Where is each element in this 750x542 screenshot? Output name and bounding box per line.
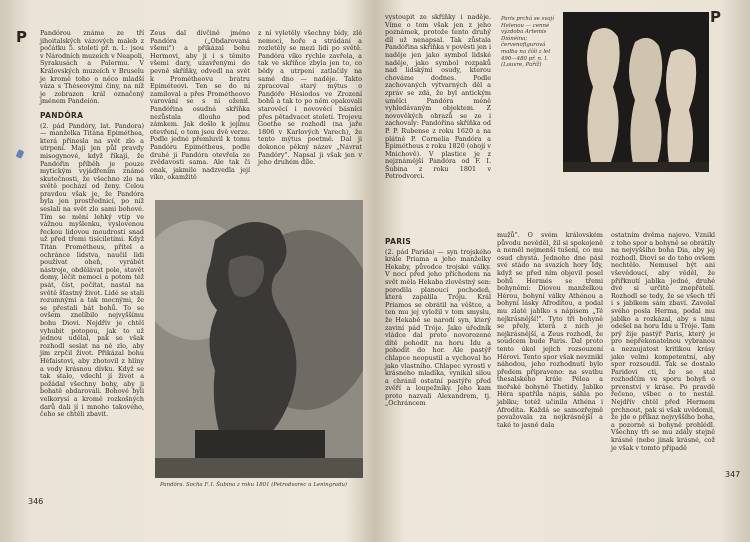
- left-col-1: [40, 30, 144, 422]
- paragraph: ostatním dvěma najevo. Vznikl z toho spor a bohyně se obrátily na nejvyššího boha Dia, aby jej rozhodl. Dioví se do toho ovšem nechtělo. Nemusel být ani vševědoucí, aby věděl, že přiřknutí jablka jedné, druhé dvě si určitě znepřátelí. Rozhodl se tedy, že se všech tří i s jablkem sám zbaví. Zavolal svého posla Herma, podal mu jablko a rozkázal, aby s nimi odešel na horu Ídu u Tróje. Tam prý žije pastýř Paris, který je pro nepřekonatelnou vybranou a nezaujatost kritikou krásy jako velmi kompetentní, aby spor rozsoudil. Tak se dostalo Paridovi cti, že se stal rozhodčím ve sporu bohyň o prvenství v kráse. Po pravdě řečeno, všbec o to nestál. Nejdřív chtěl před Hermem prchnout, pak si však uvědomil, že jde o příkaz nejvyššího boha, a pozorně si bohyně prohlédl. Všechny tři se mu zdály stejně krásné (nebo jinak krásné, což je však v tomto případě: [611, 231, 715, 452]
- page-number: 347: [725, 470, 741, 479]
- left-col-3: [258, 30, 362, 170]
- page-number: 346: [28, 497, 44, 506]
- vase-caption: Paris prchá se svojí Helenou — cenné výzdoba Artemis Diónéina; červenofigurová malba na číši z let 490—480 př. n. l. (Louvre, Paříž): [501, 16, 554, 69]
- paragraph-intro: Pandórou známe ze tří jihoitalských vázových maleb z počátku 5. století př. n. l.: jsou v Národních muzeích v Neapoli, Syrakusách a Palermu. V Královských muzeích v Bruselu je kromě toho o něco mladší váza s Théseovými činy, na níž je zobrazen král označený jménem Pandeión.: [40, 29, 144, 106]
- right-col-2: [497, 232, 603, 432]
- left-page: [0, 0, 373, 542]
- right-col-1-top: [385, 14, 491, 184]
- section-heading: PANDÓRA: [40, 110, 84, 120]
- right-col-3: [611, 232, 715, 455]
- blue-marker: [16, 149, 25, 159]
- vase-painting: [563, 12, 709, 172]
- section-letter: P: [16, 28, 27, 46]
- statue-illustration: [155, 200, 363, 478]
- section-heading: PARIS: [385, 237, 412, 246]
- paragraph: mužů". O svém královském původu nevěděl, žil si spokojeně a neměl nejmenší tušení, co mu osud chystá. Jednoho dne pásl své stádo na svazích hory Ídy, když se před ním objevil posel bohů Hermés se třemi bohyněmi: Diovou manželkou Hérou, bohyní války Athénou a bohyní lásky Afrodítou, a podal mu zlaté jablko s nápisem „Té nejkrásnější!". Tyto tři bohyně se přely, která z nich je nejkrásnější, a Zeus rozhodl, že soudcem bude Paris. Dal proto tento úkol jejich rozsouzení Hérovi. Tento spor však nevznikl náhodou, jeho rozhodnutí bylo předem připraveno: na svatbu thesalského krále Pélea a mořské bohyně Thetidy. Jablko Héra spatřila nápis, sáhla po jablku; totéž učinila Athéna i Afrodíta. Každá se samozřejmě považovala za nejkrásnější a také to jasně dala: [497, 231, 603, 429]
- right-page: [377, 0, 750, 542]
- right-col-1-bottom: [385, 232, 491, 411]
- paragraph: vystoupit ze skříňky i naděje. Víme o tom však jen z jeho poznámek, protože tento druhý díl už nenapsal. Tak zůstala Pandóřina skříňka v pověsti jen i naděje jen jako symbol lidské naděje, jako symbol rozpaků nad lidskými osudy, kterou chováme dodnes. Podle zachovaných výtvarných děl a zpráv se zdá, že byl antickým umělci Pandóra méně vyhledávaným objektem. Z novověkých obrazů se ze i zachovaly: Pandóřina skříňka od P. P. Rubense z roku 1620 a na plátně P. Cornelia Pandóra a Epimétheus z roku 1820 (obojí v Mnichově). V plastice je z nejznámější Pandóra od F. I. Šubina z roku 1801 v Petrodvorci.: [385, 13, 491, 181]
- paragraph: z ní vyletěly všechny bídy, zlé nemoci, hoře a strádání a rozletěly se mezi lidi po světě. Pandóra víko rychle zavřela, a tak ve skříňce zbyla jen to, co bědy a utrpení zatlačily na samé dno — naděje. Takto zpracoval starý mýtus o Pandóře Hésiodos ve Zrození bohů a tak to po něm opakovali starověcí i novověcí básníci přes pětadvacet století. Trojevu Goethe se rozhodl (na jaře 1806 v Karlových Varech), že tento mýtus poetmě. Dal ji dokonce pěkný název „Návrat Pandóry". Napsal ji však jen v jeho druhém díle.: [258, 29, 362, 167]
- statue-photo: [155, 200, 363, 478]
- photo-caption: Pandóra. Socha F. I. Šubina z roku 1801 (Petrodvorec u Leningradu): [160, 482, 348, 488]
- paragraph-body: (2. pád Pandóry, lat. Pandora) — manželka Titána Epiméthea, která přinesla na svět zlo a utrpení. Mají jen půl pravdy misogynové, když říkají, že Pandóřin příběh je pouze mytickým vyjádřením známé skutečnosti, že všechno zlo na světě pochází od ženy. Celou pravdou však je, že Pandóra byla jen prostřednicí, po níž seslali na svět zlo sami bohové. Tím se mění lehký vtip ve vážnou myšlenku, vyslovenou řeckou lidovou moudrostí snad už před třemi tisíciletími. Když Titán Prométheus, přítel a ochránce lidstva, naučil lidi používat oheň, vyrábět nástroje, obdělávat pole, stavět domy, léčit nemoci a potom též psát, číst, počítat, nastal na světě šťastný život. Lidé se stali rozumnými a tak mocnými, že se přestali bát bohů. To se ovšem znelíbilo nejvyššímu bohu Diovi. Nejdřív je chtěl vyhubit potopou, jak to už jednou udělal, pak se však rozhodl seslat na ně zlo, aby jim zrpčil život. Přikázal bohu Héfaistovi, aby zhotovil z hlíny a vody krásnou dívku. Když se tak stalo, vdechl jí život a požádal všechny bohy, aby ji bohatě obdarovali. Bohové byli velkorysí a kromě rozkošných darů dali jí i mnoho takového, čeho se chtěli zbavit.: [40, 121, 144, 419]
- paragraph-body: (2. pád Parida) — syn trojského krále Priama a jeho manželky Hekaby, původce trojské války. V noci před jeho příchodem na svět měla Hekaba zlověstný sen: porodila planoucí pochodeň, která zapálila Tróju. Král Priamos se obrátil na věštce, a ten mu jej vyložil v tom smyslu, že Hekabě se narodí syn, který zaviní pád Tróje. Jako úředník vládce dal proto novorozené dítě pohodit na horu Ídu a pohodit do hor. Ale pastýř chlapce neopustil a vychoval ho jako vlastního. Chlapec vyrostl v krásného mladíka, vynikal silou a chránil ostatní pastýře před zvěří a loupežníky. Jeho kam proto nazvali Alexandrem, tj. „Ochráncem: [385, 247, 491, 408]
- section-letter: P: [710, 8, 721, 26]
- vase-illustration: [563, 12, 709, 172]
- left-col-2: [150, 30, 250, 185]
- paragraph: Zeus dal dívčině jméno Pandóra („Obdarovaná všemi") a přikázal bohu Hermovi, aby ji i s těmito všemi dary, uzavřenými do pevně skříňky, odvedl na svět k Prométheovu bratru Epiméteovi. Ten se do ní zamiloval a přes Prométheovo varování se s ní oženil. Pandóřina osudná skříňka nezůstala dlouho pod zámkem. Jak došlo k jejímu otevření, o tom jsou dvě verze. Podle jedné přemluvil k tomu Pandóru Epimétheus, podle druhé ji Pandóra otevřela ze zvědavosti sama. Ale tak či onak, jakmile nadzvedla její víko, okamžitě: [150, 29, 250, 182]
